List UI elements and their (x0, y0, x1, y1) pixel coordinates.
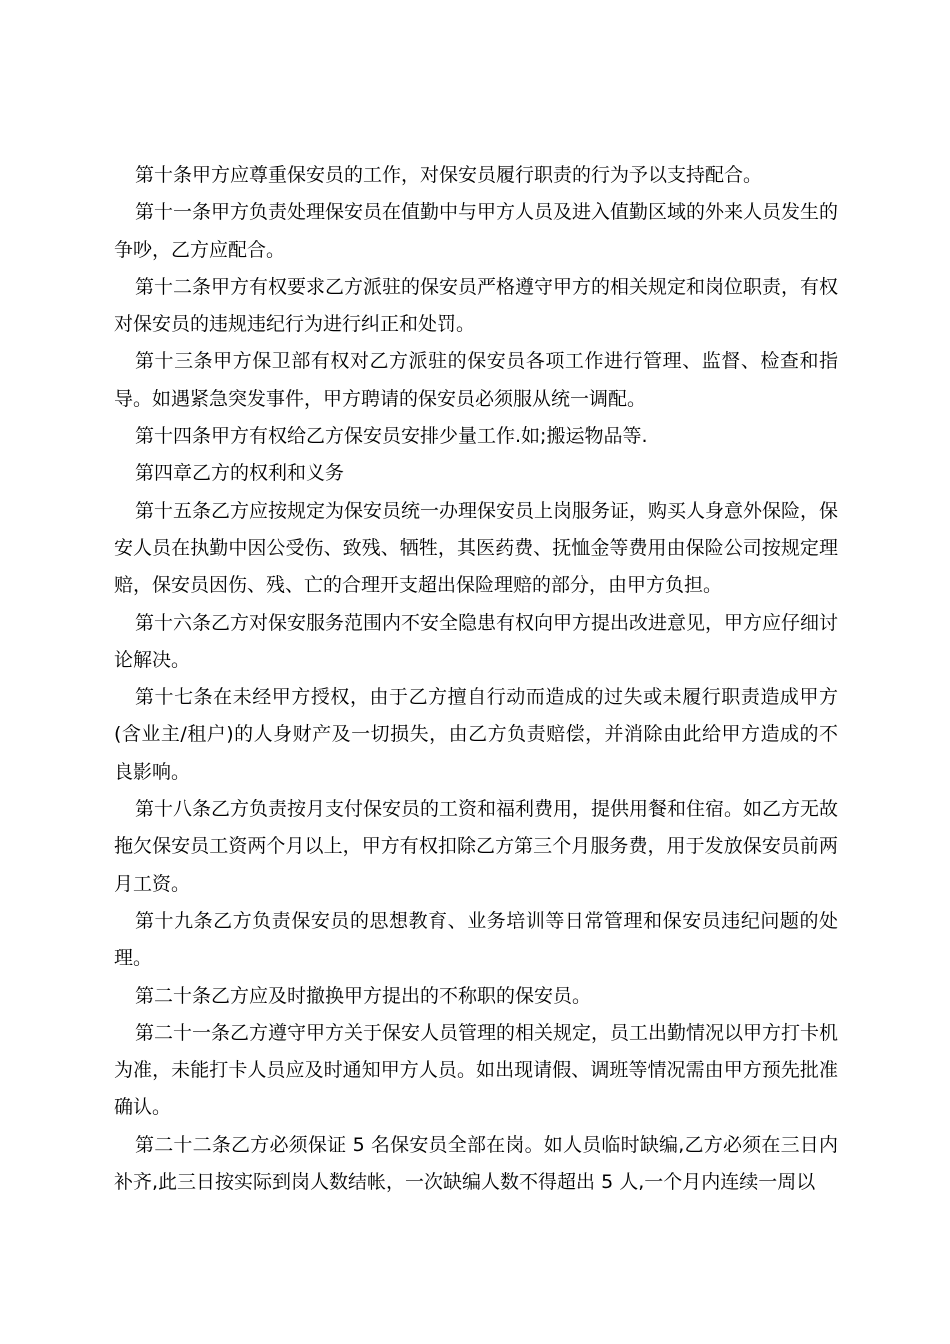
paragraph-article-18: 第十八条乙方负责按月支付保安员的工资和福利费用，提供用餐和住宿。如乙方无故拖欠保安员工资两个月以上，甲方有权扣除乙方第三个月服务费，用于发放保安员前两月工资。 (114, 798, 839, 895)
paragraph-article-17: 第十七条在未经甲方授权，由于乙方擅自行动而造成的过失或未履行职责造成甲方(含业主/租户)的人身财产及一切损失，由乙方负责赔偿，并消除由此给甲方造成的不良影响。 (114, 686, 838, 783)
paragraph-article-12: 第十二条甲方有权要求乙方派驻的保安员严格遵守甲方的相关规定和岗位职责，有权对保安员的违规违纪行为进行纠正和处罚。 (114, 275, 839, 336)
paragraph-article-22: 第二十二条乙方必须保证 5 名保安员全部在岗。如人员临时缺编,乙方必须在三日内补齐,此三日按实际到岗人数结帐，一次缺编人数不得超出 5 人,一个月内连续一周以 (114, 1133, 838, 1194)
paragraph-article-11: 第十一条甲方负责处理保安员在值勤中与甲方人员及进入值勤区域的外来人员发生的争吵，乙方应配合。 (114, 201, 839, 261)
document-page (114, 157, 838, 1201)
paragraph-article-13: 第十三条甲方保卫部有权对乙方派驻的保安员各项工作进行管理、监督、检查和指导。如遇紧急突发事件，甲方聘请的保安员必须服从统一调配。 (114, 350, 838, 410)
paragraph-article-21: 第二十一条乙方遵守甲方关于保安人员管理的相关规定，员工出勤情况以甲方打卡机为准，未能打卡人员应及时通知甲方人员。如出现请假、调班等情况需由甲方预先批准确认。 (114, 1021, 839, 1119)
paragraph-article-16: 第十六条乙方对保安服务范围内不安全隐患有权向甲方提出改进意见，甲方应仔细讨论解决。 (114, 611, 839, 671)
chapter-heading-4: 第四章乙方的权利和义务 (135, 462, 345, 485)
paragraph-article-15: 第十五条乙方应按规定为保安员统一办理保安员上岗服务证，购买人身意外保险，保安人员在执勤中因公受伤、致残、牺牲，其医药费、抚恤金等费用由保险公司按规定理赔，保安员因伤、残、亡的合理开支超出保险理赔的部分，由甲方负担。 (114, 499, 839, 597)
paragraph-article-10: 第十条甲方应尊重保安员的工作，对保安员履行职责的行为予以支持配合。 (135, 164, 763, 186)
paragraph-article-19: 第十九条乙方负责保安员的思想教育、业务培训等日常管理和保安员违纪问题的处理。 (114, 909, 838, 970)
paragraph-article-14: 第十四条甲方有权给乙方保安员安排少量工作.如;搬运物品等. (135, 425, 648, 448)
paragraph-article-20: 第二十条乙方应及时撤换甲方提出的不称职的保安员。 (135, 984, 592, 1007)
